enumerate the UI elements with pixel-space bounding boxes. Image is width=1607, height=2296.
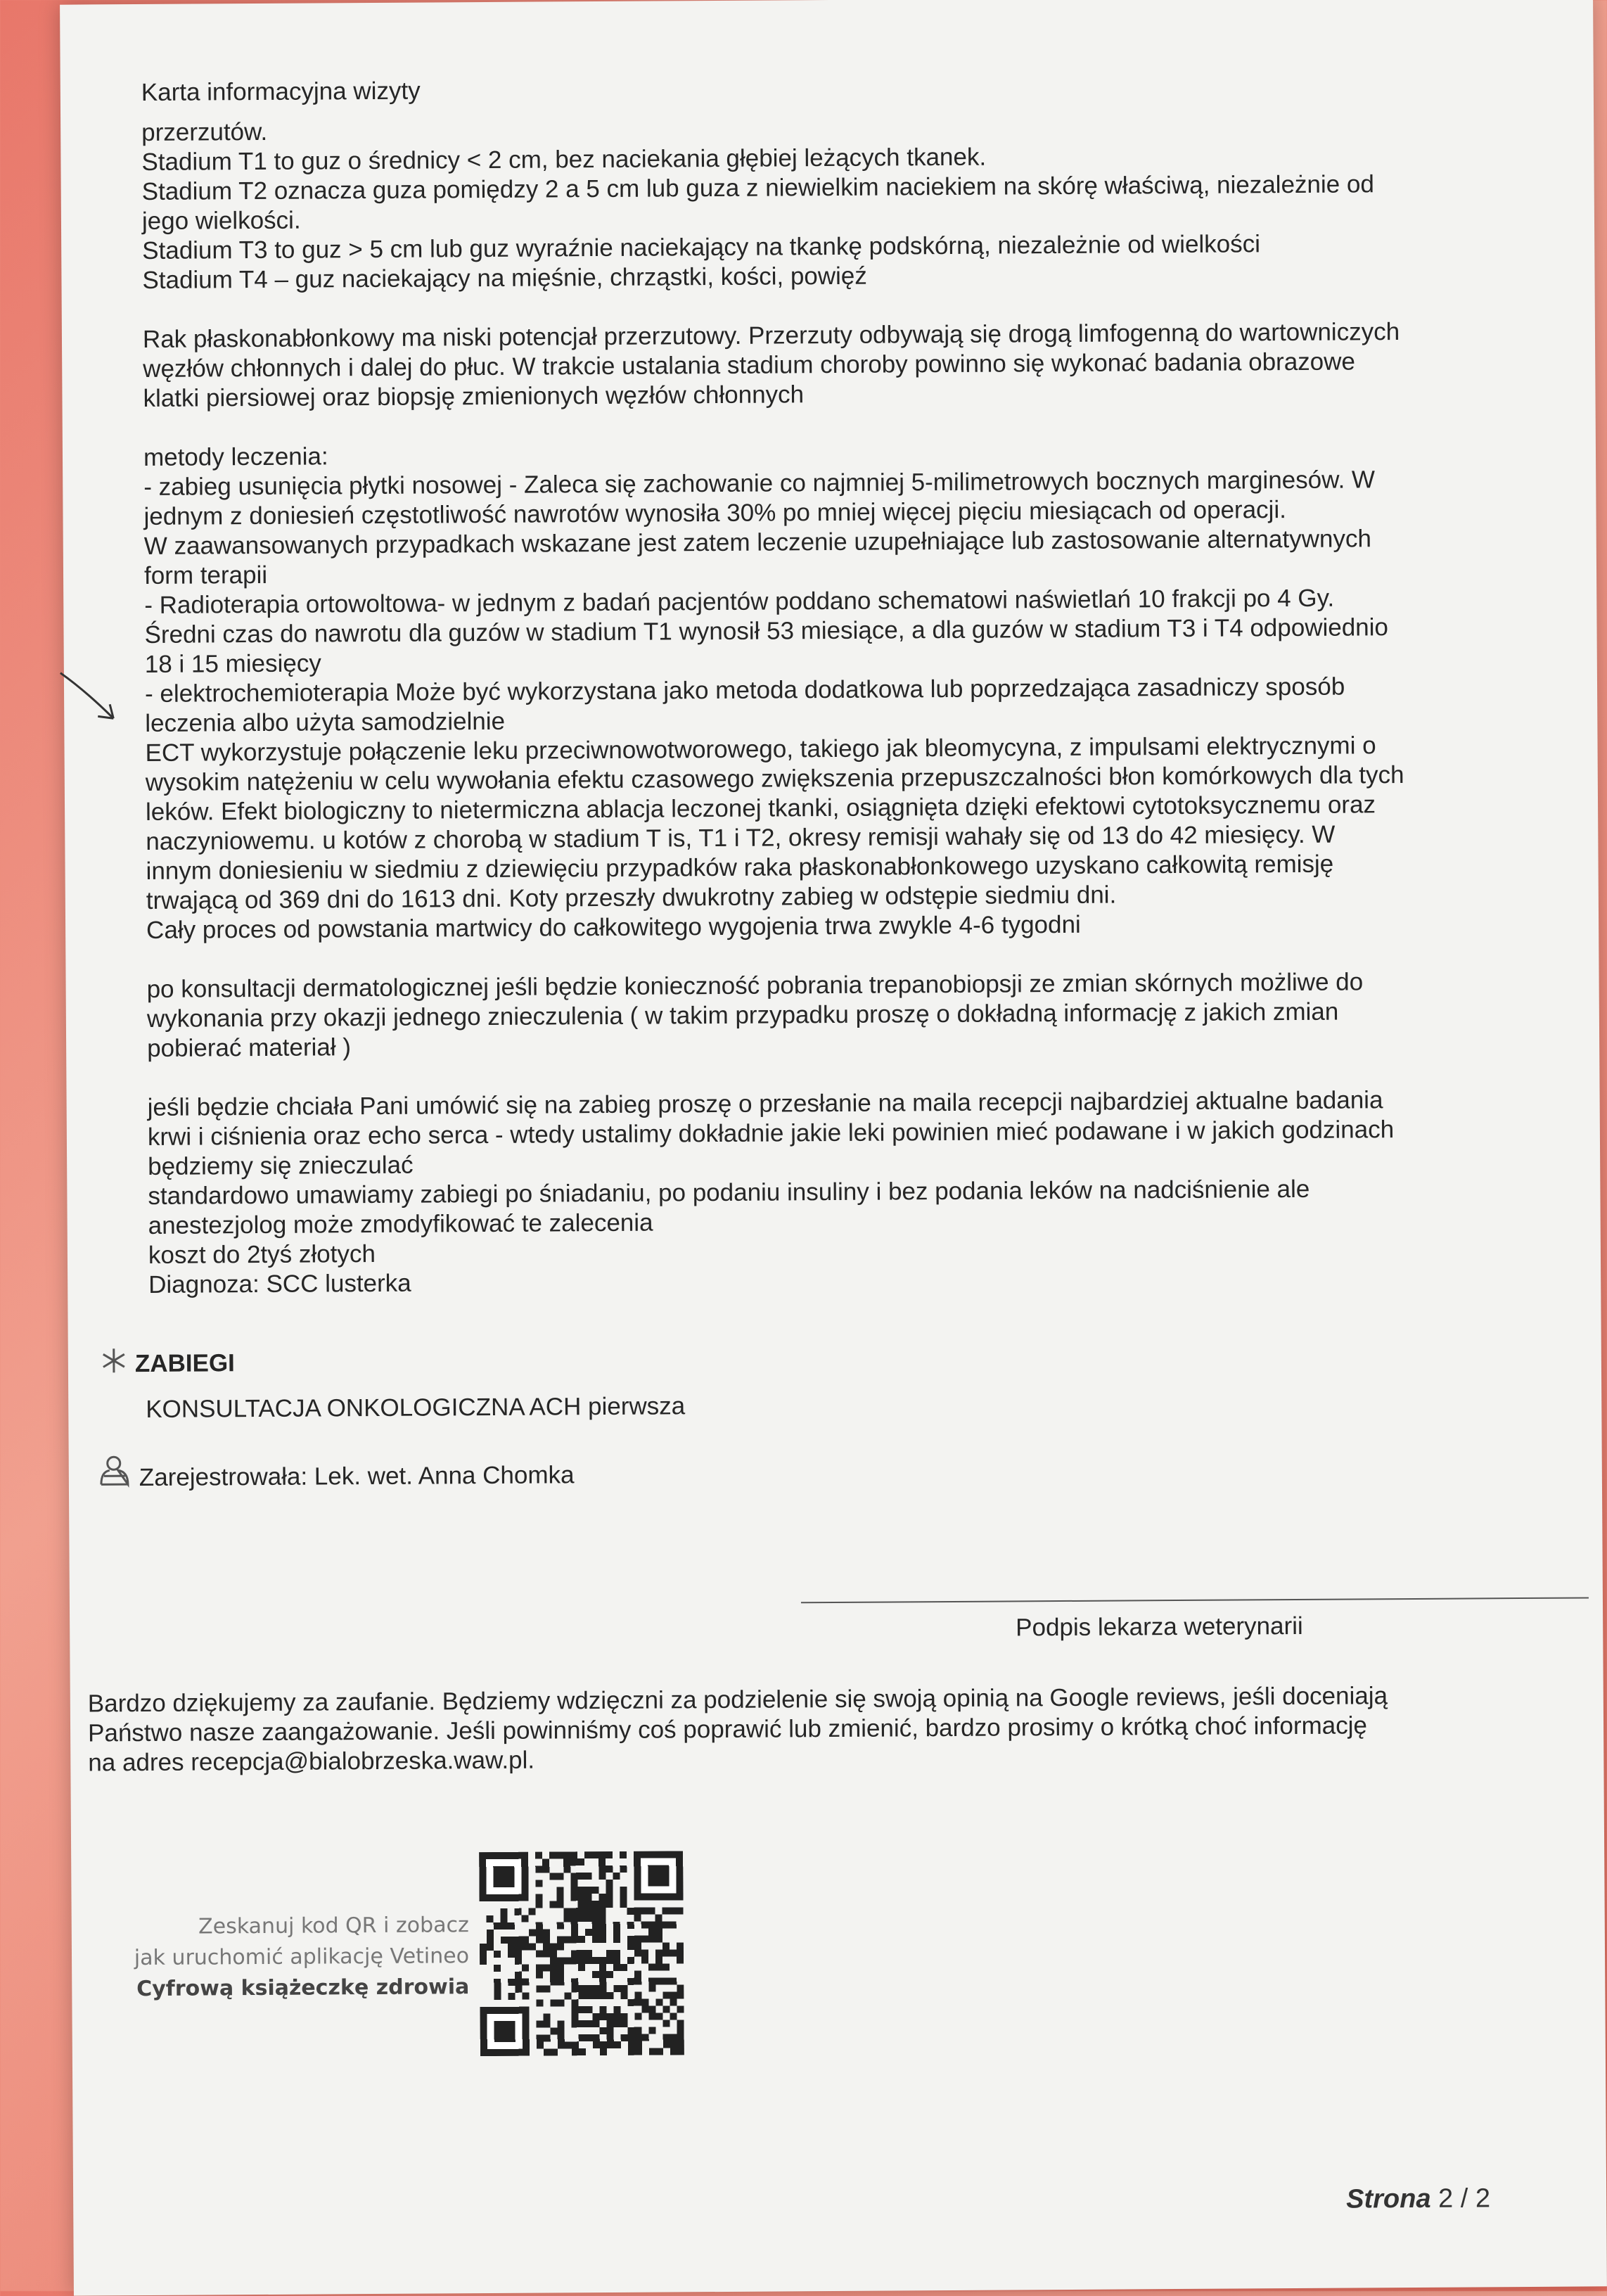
page-separator: /	[1461, 2184, 1468, 2214]
signature-line	[801, 1597, 1589, 1603]
body-line: krwi i ciśnienia oraz echo serca - wtedy ustalimy dokładnie jakie leki powinien mieć podawane i w jakich godzinach	[148, 1115, 1394, 1152]
body-line: - elektrochemioterapia Może być wykorzystana jako metoda dodatkowa lub poprzedzająca zasadniczy sposób	[145, 672, 1345, 709]
registered-by: Zarejestrowała: Lek. wet. Anna Chomka	[139, 1460, 575, 1493]
body-line: Stadium T1 to guz o średnicy < 2 cm, bez naciekania głębiej leżących tkanek.	[141, 143, 986, 177]
procedures-title: ZABIEGI	[135, 1348, 235, 1379]
qr-promo-line3: Cyfrową książeczkę zdrowia	[114, 1972, 469, 2005]
body-line: będziemy się znieczulać	[148, 1151, 414, 1182]
body-line: koszt do 2tyś złotych	[148, 1239, 376, 1270]
qr-code-icon[interactable]	[479, 1851, 684, 2056]
thanks-line: Państwo nasze zaangażowanie. Jeśli powinniśmy coś poprawić lub zmienić, bardzo prosimy o krótką choć informację	[88, 1711, 1367, 1748]
body-line: leków. Efekt biologiczny to nietermiczna ablacja leczonej tkanki, osiągnięta dzięki efektowi cytotoksycznemu oraz	[146, 790, 1376, 827]
procedure-item: KONSULTACJA ONKOLOGICZNA ACH pierwsza	[146, 1391, 685, 1424]
body-line: jeśli będzie chciała Pani umówić się na zabieg proszę o przesłanie na maila recepcji najbardziej aktualne badania	[148, 1085, 1383, 1123]
handwritten-arrow-icon	[57, 665, 135, 729]
qr-promo-line1: Zeskanuj kod QR i zobacz	[114, 1910, 469, 1943]
body-line: form terapii	[144, 561, 267, 591]
body-line: naczyniowemu. u kotów z chorobą w stadium T is, T1 i T2, okresy remisji wahały się od 13 do 42 miesięcy. W	[146, 820, 1335, 857]
body-line: ECT wykorzystuje połączenie leku przeciwnowotworowego, takiego jak bleomycyna, z impulsami elektrycznymi o	[145, 731, 1376, 768]
body-line: Stadium T2 oznacza guza pomiędzy 2 a 5 cm lub guza z niewielkim naciekiem na skórę właściwą, niezależnie od	[142, 170, 1374, 207]
body-line: - Radioterapia ortowoltowa- w jednym z badań pacjentów poddano schematowi naświetlań 10 frakcji po 4 Gy.	[144, 584, 1334, 620]
body-line: standardowo umawiamy zabiegi po śniadaniu, po podaniu insuliny i bez podania leków na nadciśnienie ale	[148, 1175, 1310, 1211]
body-line: przerzutów.	[141, 117, 267, 148]
body-line: anestezjolog może zmodyfikować te zalecenia	[148, 1208, 653, 1241]
body-line: jednym z doniesień częstotliwość nawrotów wynosiła 30% po mniej więcej pięciu miesiącach od operacji.	[143, 495, 1286, 532]
body-line: 18 i 15 miesięcy	[145, 649, 321, 680]
page-label: Strona	[1346, 2184, 1431, 2214]
body-line: węzłów chłonnych i dalej do płuc. W trakcie ustalania stadium choroby powinno się wykonać badania obrazowe	[143, 347, 1355, 384]
thanks-line: Bardzo dziękujemy za zaufanie. Będziemy wdzięczni za podzielenie się swoją opinią na Google reviews, jeśli doceniają	[88, 1681, 1388, 1718]
body-line: leczenia albo użyta samodzielnie	[145, 707, 505, 739]
body-line: Cały proces od powstania martwicy do całkowitego wygojenia trwa zwykle 4-6 tygodni	[146, 910, 1081, 945]
body-line: jego wielkości.	[142, 206, 301, 236]
thanks-text	[60, 0, 1593, 5]
page-total: 2	[1475, 2183, 1490, 2213]
qr-promo-line2: jak uruchomić aplikację Vetineo	[114, 1941, 469, 1974]
signature-label: Podpis lekarza weterynarii	[1016, 1612, 1303, 1643]
body-line: wykonania przy okazji jednego znieczulenia ( w takim przypadku proszę o dokładną informację z jakich zmian	[147, 997, 1339, 1034]
qr-promo	[114, 1910, 470, 2005]
body-line: klatki piersiowej oraz biopsję zmienionych węzłów chłonnych	[143, 380, 804, 414]
body-line: - zabieg usunięcia płytki nosowej - Zaleca się zachowanie co najmniej 5-milimetrowych bocznych marginesów. W	[143, 465, 1375, 502]
body-line: Średni czas do nawrotu dla guzów w stadium T1 wynosił 53 miesiące, a dla guzów w stadium T3 i T4 odpowiednio	[144, 613, 1388, 650]
page-current: 2	[1438, 2184, 1453, 2214]
body-line: metody leczenia:	[143, 442, 328, 473]
body-line: Stadium T3 to guz > 5 cm lub guz wyraźnie naciekający na tkankę podskórną, niezależnie od wielkości	[142, 229, 1260, 266]
user-icon	[97, 1453, 134, 1488]
thanks-line: na adres recepcja@bialobrzeska.waw.pl.	[88, 1746, 534, 1778]
body-text	[60, 0, 1593, 5]
document-title: Karta informacyjna wizyty	[141, 77, 421, 108]
body-line: po konsultacji dermatologicznej jeśli będzie konieczność pobrania trepanobiopsji ze zmian skórnych możliwe do	[147, 967, 1364, 1005]
page-number	[1346, 2183, 1490, 2214]
body-line: wysokim natężeniu w celu wywołania efektu czasowego zwiększenia przepuszczalności błon komórkowych dla tych	[146, 760, 1404, 798]
body-line: innym doniesieniu w siedmiu z dziewięciu przypadków raka płaskonabłonkowego uzyskano całkowitą remisję	[146, 850, 1333, 886]
body-line: pobierać materiał )	[147, 1033, 351, 1064]
document-page	[60, 0, 1607, 2296]
body-line: Diagnoza: SCC lusterka	[148, 1269, 411, 1300]
body-line: W zaawansowanych przypadkach wskazane jest zatem leczenie uzupełniające lub zastosowanie alternatywnych	[144, 524, 1371, 561]
body-line: Rak płaskonabłonkowy ma niski potencjał przerzutowy. Przerzuty odbywają się drogą limfogenną do wartowniczych	[143, 317, 1400, 355]
body-line: Stadium T4 – guz naciekający na mięśnie, chrząstki, kości, powięź	[142, 262, 867, 295]
body-line: trwającą od 369 dni do 1613 dni. Koty przeszły dwukrotny zabieg w odstępie siedmiu dni.	[146, 881, 1117, 916]
procedures-icon	[100, 1346, 128, 1375]
